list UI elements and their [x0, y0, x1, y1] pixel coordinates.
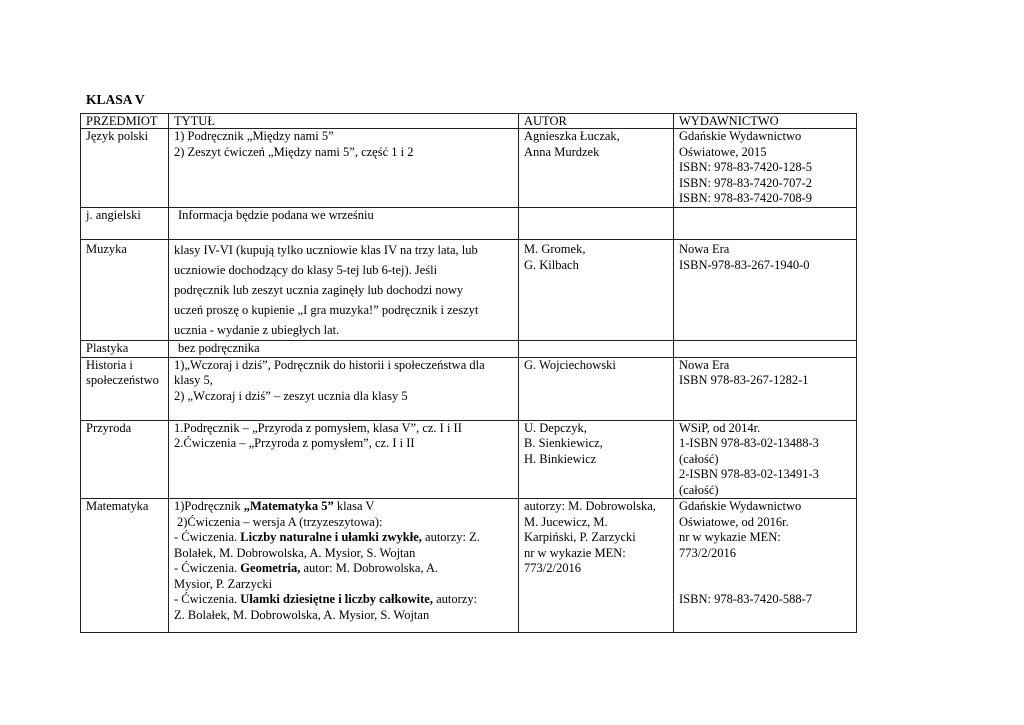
header-row — [81, 114, 857, 129]
title-line — [174, 592, 518, 608]
title-cell — [169, 357, 519, 420]
publisher-line: Nowa Era — [679, 242, 730, 256]
author-cell — [519, 129, 674, 208]
publisher-cell — [674, 240, 857, 341]
subject-text: Historia i — [86, 357, 133, 372]
title-line: 1) Podręcznik „Między nami 5” — [174, 129, 334, 143]
subject-text: Język polski — [86, 129, 149, 143]
title-line: Bolałek, M. Dobrowolska, A. Mysior, S. Wojtan — [174, 545, 416, 560]
subject-cell — [81, 240, 169, 341]
author-line: 773/2/2016 — [524, 561, 581, 575]
publisher-cell — [674, 420, 857, 499]
header-author: AUTOR — [519, 114, 674, 129]
table-row — [81, 240, 857, 341]
author-line: M. Gromek, — [524, 242, 586, 256]
author-line: Karpiński, P. Zarzycki — [524, 530, 636, 544]
title-bold-text: Geometria, — [240, 561, 301, 575]
author-line: Anna Murdzek — [524, 144, 600, 159]
title-line: 2) Zeszyt ćwiczeń „Między nami 5”, część 1 i 2 — [174, 144, 414, 159]
author-cell — [519, 341, 674, 358]
book-list-table — [80, 113, 857, 633]
title-bold-text: „Matematyka 5” — [243, 499, 334, 513]
subject-cell — [81, 420, 169, 499]
header-publisher: WYDAWNICTWO — [674, 114, 857, 129]
title-line: 1)„Wczoraj i dziś”, Podręcznik do historii i społeczeństwa dla — [174, 357, 485, 372]
title-bold-text: Liczby naturalne i ułamki zwykłe, — [240, 530, 422, 544]
publisher-line: ISBN 978-83-267-1282-1 — [679, 373, 809, 387]
title-cell — [169, 499, 519, 633]
title-cell — [169, 129, 519, 208]
author-line: H. Binkiewicz — [524, 451, 597, 466]
subject-text: Plastyka — [86, 341, 129, 355]
table-row — [81, 420, 857, 499]
publisher-line: 773/2/2016 — [679, 545, 736, 560]
table-row — [81, 341, 857, 358]
title-line: klasy IV-VI (kupują tylko uczniowie klas IV na trzy lata, lub — [174, 243, 478, 257]
author-line: B. Sienkiewicz, — [524, 436, 603, 450]
table-row — [81, 129, 857, 208]
subject-text: Muzyka — [86, 242, 127, 256]
title-line — [174, 499, 518, 515]
spacer — [679, 577, 856, 593]
publisher-cell — [674, 208, 857, 240]
title-line — [174, 530, 518, 546]
title-cell — [169, 341, 519, 358]
subject-text: Przyroda — [86, 420, 132, 435]
title-line: Informacja będzie podana we wrześniu — [178, 208, 374, 222]
publisher-line: ISBN: 978-83-7420-128-5 — [679, 160, 812, 174]
title-text: - Ćwiczenia. — [174, 530, 241, 544]
subject-cell — [81, 129, 169, 208]
author-line: G. Wojciechowski — [524, 357, 616, 372]
publisher-line: ISBN-978-83-267-1940-0 — [679, 257, 810, 272]
publisher-line: 2-ISBN 978-83-02-13491-3 — [679, 467, 819, 481]
table-row — [81, 357, 857, 420]
header-title: TYTUŁ — [169, 114, 519, 129]
title-line: 2) „Wczoraj i dziś” – zeszyt ucznia dla klasy 5 — [174, 388, 408, 403]
title-line — [174, 561, 518, 577]
publisher-line: Oświatowe, 2015 — [679, 144, 767, 159]
publisher-line: (całość) — [679, 482, 719, 497]
subject-cell — [81, 499, 169, 633]
title-bold-text: Ułamki dziesiętne i liczby całkowite, — [240, 592, 433, 606]
publisher-line: Oświatowe, od 2016r. — [679, 514, 789, 529]
title-text: 1)Podręcznik — [174, 499, 244, 513]
publisher-line: ISBN: 978-83-7420-588-7 — [679, 592, 812, 606]
subject-cell — [81, 341, 169, 358]
title-line: Z. Bolałek, M. Dobrowolska, A. Mysior, S. Wojtan — [174, 607, 430, 622]
page-title: KLASA V — [86, 92, 145, 107]
publisher-line: Nowa Era — [679, 357, 730, 372]
title-line: uczeń proszę o kupienie „I gra muzyka!” podręcznik i zeszyt — [174, 303, 479, 317]
publisher-line: ISBN: 978-83-7420-708-9 — [679, 191, 812, 205]
publisher-line: nr w wykazie MEN: — [679, 530, 781, 544]
publisher-line: WSiP, od 2014r. — [679, 420, 761, 435]
title-text: autorzy: — [432, 592, 478, 606]
author-line: nr w wykazie MEN: — [524, 545, 626, 560]
publisher-cell — [674, 499, 857, 633]
author-line: Agnieszka Łuczak, — [524, 129, 620, 143]
author-line: G. Kilbach — [524, 257, 579, 272]
publisher-cell — [674, 341, 857, 358]
title-line: 1.Podręcznik – „Przyroda z pomysłem, klasa V”, cz. I i II — [174, 420, 462, 435]
author-line: U. Depczyk, — [524, 420, 587, 435]
author-line: autorzy: M. Dobrowolska, — [524, 499, 656, 513]
title-text: - Ćwiczenia. — [174, 561, 241, 575]
publisher-cell — [674, 357, 857, 420]
subject-cell — [81, 208, 169, 240]
author-cell — [519, 208, 674, 240]
publisher-line: ISBN: 978-83-7420-707-2 — [679, 175, 812, 190]
title-text: autor: M. Dobrowolska, A. — [300, 561, 439, 575]
title-cell — [169, 420, 519, 499]
subject-text: Matematyka — [86, 499, 149, 513]
header-subject: PRZEDMIOT — [81, 114, 169, 129]
title-line: bez podręcznika — [178, 341, 260, 355]
title-cell — [169, 208, 519, 240]
publisher-line: (całość) — [679, 451, 719, 466]
title-text: autorzy: Z. — [421, 530, 480, 544]
title-line: ucznia - wydanie z ubiegłych lat. — [174, 323, 340, 337]
title-line: Mysior, P. Zarzycki — [174, 576, 273, 591]
author-cell — [519, 420, 674, 499]
subject-text: j. angielski — [86, 208, 141, 222]
publisher-line: Gdańskie Wydawnictwo — [679, 499, 802, 513]
author-line: M. Jucewicz, M. — [524, 514, 608, 529]
subject-cell — [81, 357, 169, 420]
author-cell — [519, 499, 674, 633]
title-text: - Ćwiczenia. — [174, 592, 241, 606]
title-line: 2)Ćwiczenia – wersja A (trzyzeszytowa): — [177, 514, 383, 529]
title-line: klasy 5, — [174, 373, 213, 387]
title-line: 2.Ćwiczenia – „Przyroda z pomysłem”, cz. I i II — [174, 436, 415, 450]
publisher-line: 1-ISBN 978-83-02-13488-3 — [679, 436, 819, 450]
table-row — [81, 499, 857, 633]
title-text: klasa V — [333, 499, 375, 513]
title-line: uczniowie dochodzący do klasy 5-tej lub 6-tej). Jeśli — [174, 263, 438, 277]
subject-text: społeczeństwo — [86, 373, 159, 387]
title-cell — [169, 240, 519, 341]
author-cell — [519, 357, 674, 420]
title-line: podręcznik lub zeszyt ucznia zaginęły lub dochodzi nowy — [174, 283, 464, 297]
spacer — [679, 561, 856, 577]
publisher-line: Gdańskie Wydawnictwo — [679, 129, 802, 143]
author-cell — [519, 240, 674, 341]
publisher-cell — [674, 129, 857, 208]
table-row — [81, 208, 857, 240]
